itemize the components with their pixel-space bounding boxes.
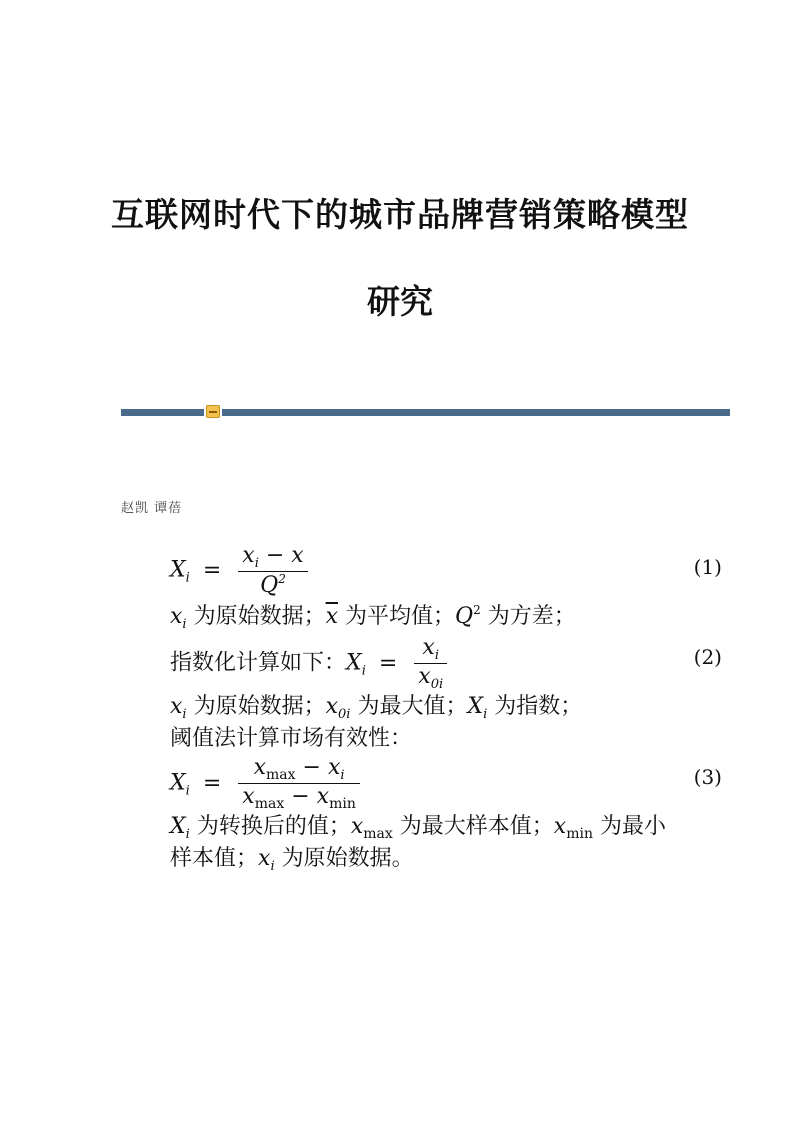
equation-1: $X_i$ = $\frac{x_i - x}{Q^2}$ bbox=[170, 543, 312, 598]
equation-1-fraction: $\frac{x_i - x}{Q^2}$ bbox=[238, 543, 307, 598]
equation-2-fraction: $\frac{x_i}{x_{0i}}$ bbox=[414, 635, 447, 692]
equation-2: 指数化计算如下：$X_i$ = $\frac{x_i}{x_{0i}}$ bbox=[170, 635, 451, 692]
page-title-line2: 研究 bbox=[367, 282, 433, 321]
definition-line-4: $X_i$ 为转换后的值；$x_{max}$ 为最大样本值；$x_{min}$ 为最小 bbox=[170, 814, 666, 842]
equation-2-number: (2) bbox=[693, 645, 722, 669]
equation-3-fraction: $\frac{x_{max} - x_i}{x_{max} - x_{min}}$ bbox=[238, 755, 360, 812]
formula-excerpt bbox=[170, 533, 730, 873]
title-divider bbox=[121, 409, 730, 416]
definition-line-5: 样本值；$x_i$ 为原始数据。 bbox=[170, 846, 414, 874]
divider-bar-left bbox=[121, 409, 204, 416]
definition-line-1: $x_i$ 为原始数据；$\overline{x}$ 为平均值；$Q^2$ 为方差； bbox=[170, 603, 576, 632]
definition-line-3: 阈值法计算市场有效性： bbox=[170, 726, 413, 751]
authors: 赵凯 谭蓓 bbox=[121, 501, 183, 516]
divider-badge-icon bbox=[206, 405, 220, 418]
equation-1-number: (1) bbox=[693, 555, 722, 579]
divider-bar-right bbox=[222, 409, 730, 416]
page-title-line1: 互联网时代下的城市品牌营销策略模型 bbox=[111, 195, 689, 234]
definition-line-2: $x_i$ 为原始数据；$x_{0i}$ 为最大值；$X_i$ 为指数； bbox=[170, 694, 583, 722]
equation-3: $X_i$ = $\frac{x_{max} - x_i}{x_{max} - x_{min}}$ bbox=[170, 755, 364, 812]
equation-3-number: (3) bbox=[693, 765, 722, 789]
